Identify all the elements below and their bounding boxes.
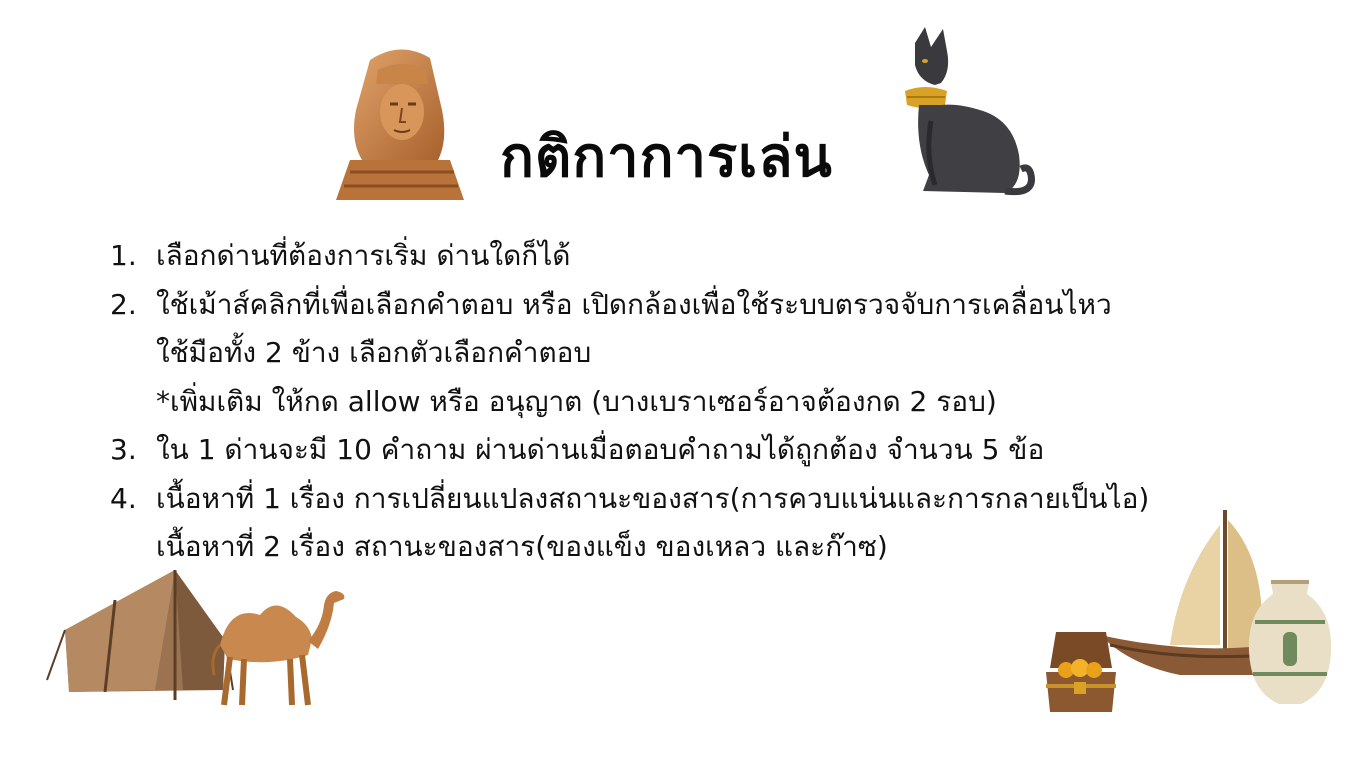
rule-text: ใช้เม้าส์คลิกที่เพื่อเลือกคำตอบ หรือ เปิดกล้องเพื่อใช้ระบบตรวจจับการเคลื่อนไหว [156,287,1112,321]
rule-text: เลือกด่านที่ต้องการเริ่ม ด่านใดก็ได้ [156,239,571,272]
rule-text: ใช้มือทั้ง 2 ข้าง เลือกตัวเลือกคำตอบ [156,336,592,369]
rule-text: เนื้อหาที่ 2 เรื่อง สถานะของสาร(ของแข็ง ของเหลว และก๊าซ) [156,530,888,563]
rule-number: 2. [110,287,137,321]
cat-statue-icon [895,25,1040,207]
camel-icon [200,585,350,710]
sphinx-icon [330,40,470,208]
rule-number: 1. [110,239,137,272]
rule-item [110,475,1149,572]
rule-item [110,281,1149,427]
rule-note: *เพิ่มเติม ให้กด allow หรือ อนุญาต (บางเบราเซอร์อาจต้องกด 2 รอบ) [156,384,997,418]
rule-text: เนื้อหาที่ 1 เรื่อง การเปลี่ยนแปลงสถานะของสาร(การควบแน่นและการกลายเป็นไอ) [156,481,1150,515]
rule-number: 4. [110,481,137,515]
rule-number: 3. [110,433,137,466]
rule-text: ใน 1 ด่านจะมี 10 คำถาม ผ่านด่านเมื่อตอบคำถามได้ถูกต้อง จำนวน 5 ข้อ [156,433,1045,466]
rule-item [110,426,1149,475]
vase-icon [1245,578,1335,708]
rule-item [110,232,1149,281]
treasure-chest-icon [1040,628,1120,716]
rules-list [110,232,1149,572]
page-title: กติกาการเล่น [500,125,833,190]
